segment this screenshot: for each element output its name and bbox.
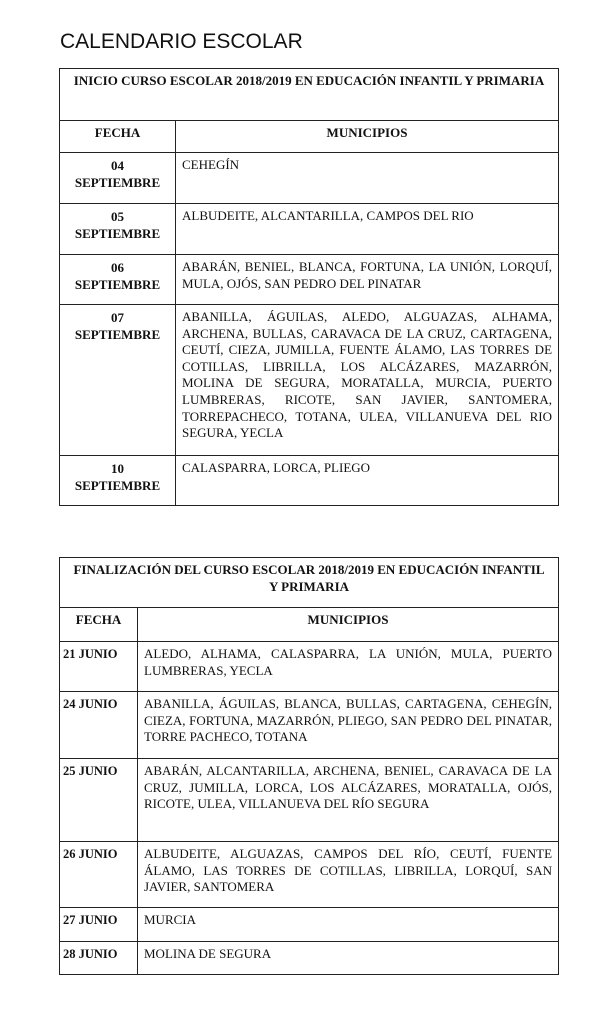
- date-month: SEPTIEMBRE: [74, 175, 161, 190]
- date-cell: 21 JUNIO: [60, 642, 138, 692]
- final-header-fecha: FECHA: [60, 608, 138, 642]
- municipios-cell: ALBUDEITE, ALGUAZAS, CAMPOS DEL RÍO, CEUTÍ, FUENTE ÁLAMO, LAS TORRES DE COTILLAS, LIBRILLA, LORQUÍ, SAN JAVIER, SANTOMERA: [138, 842, 559, 908]
- inicio-curso-table: [59, 68, 559, 506]
- municipios-cell: CALASPARRA, LORCA, PLIEGO: [176, 456, 559, 506]
- municipios-cell: ABANILLA, ÁGUILAS, BLANCA, BULLAS, CARTAGENA, CEHEGÍN, CIEZA, FORTUNA, MAZARRÓN, PLIEGO, SAN PEDRO DEL PINATAR, TORRE PACHECO, TOTANA: [138, 692, 559, 759]
- date-cell: [60, 255, 176, 305]
- date-month: SEPTIEMBRE: [74, 277, 161, 292]
- final-table-title: FINALIZACIÓN DEL CURSO ESCOLAR 2018/2019 EN EDUCACIÓN INFANTIL Y PRIMARIA: [60, 558, 559, 608]
- table-row: [60, 305, 559, 456]
- date-month: SEPTIEMBRE: [74, 226, 161, 241]
- table-row: [60, 908, 559, 942]
- date-month: SEPTIEMBRE: [74, 478, 161, 493]
- finalizacion-curso-table: [59, 557, 559, 975]
- date-cell: [60, 456, 176, 506]
- date-cell: 26 JUNIO: [60, 842, 138, 908]
- table-row: [60, 642, 559, 692]
- municipios-cell: ALBUDEITE, ALCANTARILLA, CAMPOS DEL RIO: [176, 204, 559, 255]
- municipios-cell: MOLINA DE SEGURA: [138, 942, 559, 975]
- table-row: [60, 456, 559, 506]
- date-day: 07: [111, 310, 124, 325]
- table-row: [60, 759, 559, 842]
- municipios-cell: ALEDO, ALHAMA, CALASPARRA, LA UNIÓN, MULA, PUERTO LUMBRERAS, YECLA: [138, 642, 559, 692]
- table-row: [60, 942, 559, 975]
- table-row: [60, 153, 559, 204]
- table-row: [60, 842, 559, 908]
- page-title: CALENDARIO ESCOLAR: [60, 30, 303, 53]
- date-day: 10: [111, 461, 124, 476]
- date-cell: 27 JUNIO: [60, 908, 138, 942]
- date-cell: 25 JUNIO: [60, 759, 138, 842]
- date-day: 04: [111, 158, 124, 173]
- date-day: 05: [111, 209, 124, 224]
- table-row: [60, 204, 559, 255]
- table-row: [60, 692, 559, 759]
- inicio-table-title: INICIO CURSO ESCOLAR 2018/2019 EN EDUCACIÓN INFANTIL Y PRIMARIA: [60, 69, 559, 121]
- date-cell: 28 JUNIO: [60, 942, 138, 975]
- municipios-cell: CEHEGÍN: [176, 153, 559, 204]
- table-row: [60, 255, 559, 305]
- date-cell: [60, 153, 176, 204]
- date-cell: [60, 204, 176, 255]
- inicio-header-municipios: MUNICIPIOS: [176, 121, 559, 153]
- municipios-cell: ABARÁN, BENIEL, BLANCA, FORTUNA, LA UNIÓN, LORQUÍ, MULA, OJÓS, SAN PEDRO DEL PINATAR: [176, 255, 559, 305]
- inicio-header-fecha: FECHA: [60, 121, 176, 153]
- municipios-cell: ABARÁN, ALCANTARILLA, ARCHENA, BENIEL, CARAVACA DE LA CRUZ, JUMILLA, LORCA, LOS ALCÁZARES, MORATALLA, OJÓS, RICOTE, ULEA, VILLANUEVA DEL RÍO SEGURA: [138, 759, 559, 842]
- date-day: 06: [111, 260, 124, 275]
- date-month: SEPTIEMBRE: [74, 327, 161, 342]
- date-cell: [60, 305, 176, 456]
- municipios-cell: MURCIA: [138, 908, 559, 942]
- municipios-cell: ABANILLA, ÁGUILAS, ALEDO, ALGUAZAS, ALHAMA, ARCHENA, BULLAS, CARAVACA DE LA CRUZ, CARTAGENA, CEUTÍ, CIEZA, JUMILLA, FUENTE ÁLAMO, LAS TORRES DE COTILLAS, LIBRILLA, LOS ALCÁZARES, MAZARRÓN, MOLINA DE SEGURA, MORATALLA, MURCIA, PUERTO LUMBRERAS, RICOTE, SAN JAVIER, SANTOMERA, TORREPACHECO, TOTANA, ULEA, VILLANUEVA DEL RIO SEGURA, YECLA: [176, 305, 559, 456]
- final-header-municipios: MUNICIPIOS: [138, 608, 559, 642]
- date-cell: 24 JUNIO: [60, 692, 138, 759]
